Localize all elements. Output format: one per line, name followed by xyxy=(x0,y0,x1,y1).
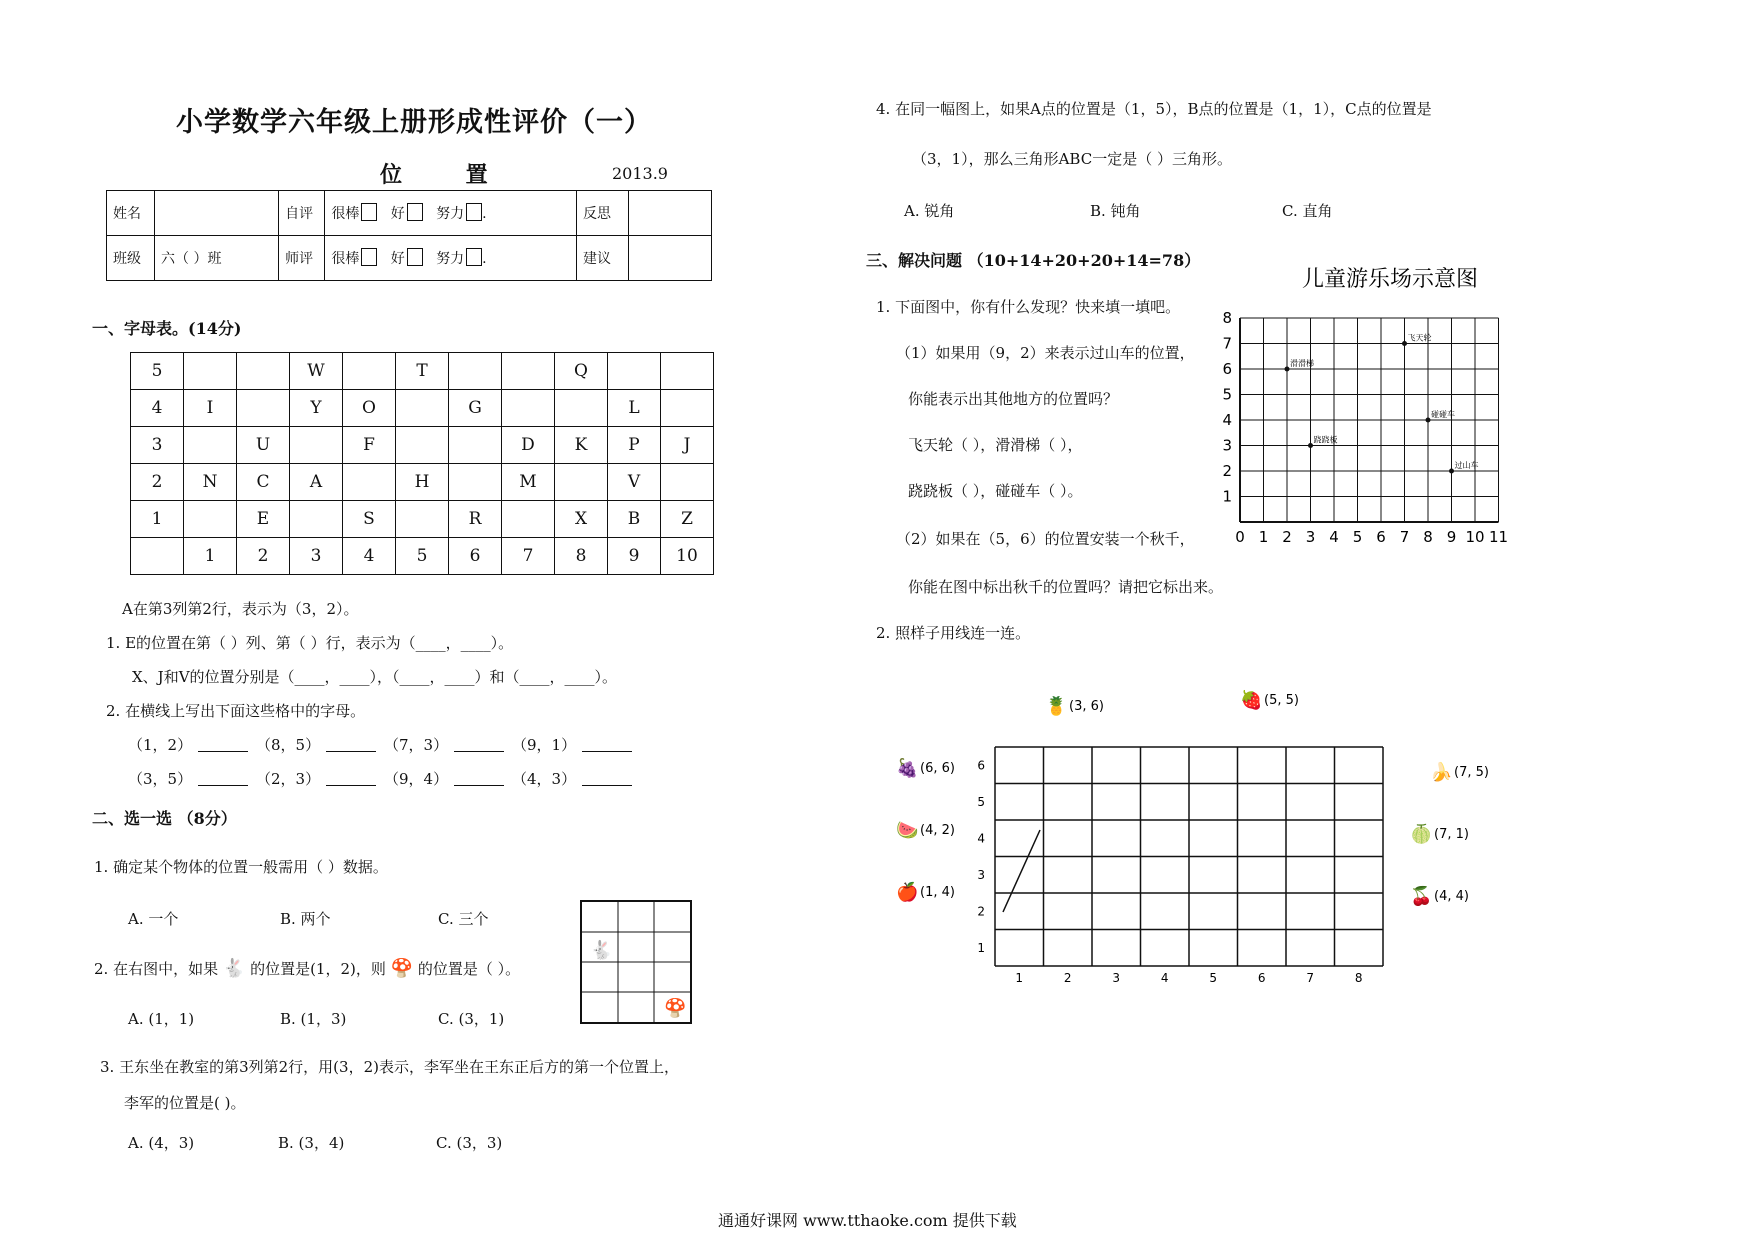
rating-1-box[interactable] xyxy=(361,203,377,221)
coordinate-label: （4，3） xyxy=(512,770,577,788)
x-tick-label: 2 xyxy=(1063,971,1072,985)
s2-q1-opt-a[interactable]: A. 一个 xyxy=(128,910,179,928)
q4-line2: （3，1），那么三角形ABC一定是（ ）三角形。 xyxy=(912,150,1232,168)
footer: 通通好课网 www.tthaoke.com 提供下载 xyxy=(718,1211,1017,1230)
grid-cell: X xyxy=(555,501,608,538)
grid-cell xyxy=(343,464,396,501)
x-tick-label: 0 xyxy=(1235,528,1245,546)
name-cell[interactable] xyxy=(155,191,279,236)
grid-cell: W xyxy=(290,353,343,390)
grid-cell: M xyxy=(502,464,555,501)
cherry-icon: 🍒 xyxy=(1410,886,1433,907)
coordinate-label: （8，5） xyxy=(256,736,321,754)
s2-q3-line1: 3. 王东坐在教室的第3列第2行，用(3，2)表示，李军坐在王东正后方的第一个位置上， xyxy=(100,1058,679,1076)
x-tick-label: 2 xyxy=(1282,528,1292,546)
section3-heading: 三、解决问题 （10+14+20+20+14=78） xyxy=(866,251,1201,270)
location-point xyxy=(1426,418,1431,423)
x-tick-label: 11 xyxy=(1488,528,1509,546)
coordinate-pair xyxy=(384,768,512,789)
y-tick-label: 5 xyxy=(1222,385,1232,404)
pineapple-icon: 🍍 xyxy=(1045,696,1068,717)
grid-cell: U xyxy=(237,427,290,464)
coordinate-pair xyxy=(256,768,384,789)
coordinate-pair xyxy=(256,734,384,755)
p1-d: 跷跷板（ ），碰碰车（ ）。 xyxy=(908,482,1083,500)
x-tick-label: 8 xyxy=(1423,528,1433,546)
y-tick-label: 4 xyxy=(1222,411,1232,429)
grid-cell: V xyxy=(608,464,661,501)
rating-3-box[interactable] xyxy=(466,248,482,266)
y-tick-label: 6 xyxy=(1222,360,1232,378)
x-tick-label: 7 xyxy=(1306,971,1315,985)
grid-axis-label: 4 xyxy=(131,390,184,427)
grid-cell xyxy=(502,390,555,427)
example-text: A在第3列第2行，表示为（3，2）。 xyxy=(122,600,359,618)
grid-cell xyxy=(449,427,502,464)
p1-c: 飞天轮（ ），滑滑梯（ ）， xyxy=(908,436,1083,454)
x-tick-label: 9 xyxy=(1446,528,1457,546)
x-tick-label: 10 xyxy=(1465,528,1485,546)
y-tick-label: 8 xyxy=(1222,309,1232,327)
suggestion-cell[interactable] xyxy=(628,236,711,281)
connect-grid xyxy=(896,680,1500,1000)
x-tick-label: 1 xyxy=(1015,971,1024,985)
teacher-eval-label: 师评 xyxy=(279,236,325,281)
x-tick-label: 4 xyxy=(1160,971,1169,985)
y-tick-label: 7 xyxy=(1222,334,1232,353)
class-value: 六（ ）班 xyxy=(155,236,279,281)
reflection-cell[interactable] xyxy=(628,191,711,236)
rating-2: 好 xyxy=(390,206,405,222)
q2-text: 2. 在横线上写出下面这些格中的字母。 xyxy=(106,702,366,720)
grid-cell xyxy=(449,353,502,390)
s2-q2-opt-a[interactable]: A. (1，1) xyxy=(128,1010,195,1028)
grid-cell xyxy=(555,390,608,427)
x-tick-label: 6 xyxy=(1257,971,1266,985)
q1-line1: 1. E的位置在第（ ）列、第（ ）行，表示为（____，____）。 xyxy=(106,634,514,652)
y-tick-label: 4 xyxy=(977,831,985,846)
location-point xyxy=(1308,443,1313,448)
coordinate-label: (7, 1) xyxy=(1434,827,1469,842)
section1-heading: 一、字母表。(14分) xyxy=(92,319,242,338)
q1-line2: X、J和V的位置分别是（____，____），（____，____）和（____，____）。 xyxy=(132,668,618,686)
coordinate-label: (7, 5) xyxy=(1454,765,1489,780)
y-tick-label: 2 xyxy=(1222,462,1232,480)
grid-cell: Y xyxy=(290,390,343,427)
pairs-row-1 xyxy=(128,734,640,755)
s2-q1: 1. 确定某个物体的位置一般需用（ ）数据。 xyxy=(94,858,388,876)
grid-axis-label: 1 xyxy=(184,538,237,575)
s2-q2 xyxy=(94,958,520,979)
grid-cell xyxy=(502,501,555,538)
grid-axis-label: 7 xyxy=(502,538,555,575)
grid-cell: T xyxy=(396,353,449,390)
rating-2: 好 xyxy=(390,251,405,267)
grid-cell xyxy=(661,390,714,427)
coordinate-label: （9，1） xyxy=(512,736,577,754)
grid-cell: L xyxy=(608,390,661,427)
grid-axis-label: 4 xyxy=(343,538,396,575)
grid-axis-label: 10 xyxy=(661,538,714,575)
q4-line1: 4. 在同一幅图上，如果A点的位置是（1，5），B点的位置是（1，1），C点的位置是 xyxy=(876,100,1432,118)
location-point xyxy=(1285,367,1290,372)
rating-2-box[interactable] xyxy=(407,248,423,266)
rating-2-box[interactable] xyxy=(407,203,423,221)
y-tick-label: 1 xyxy=(1222,487,1232,506)
page-title: 小学数学六年级上册形成性评价（一） xyxy=(176,107,652,138)
date: 2013.9 xyxy=(612,164,668,183)
rating-1: 很棒 xyxy=(331,251,360,267)
rating-3: 努力 xyxy=(436,251,465,267)
grid-axis-label: 3 xyxy=(290,538,343,575)
rating-1-box[interactable] xyxy=(361,248,377,266)
grid-axis-label: 9 xyxy=(608,538,661,575)
small-grid-figure xyxy=(580,900,692,1024)
strawberry-icon: 🍓 xyxy=(1240,690,1263,711)
location-point xyxy=(1449,469,1454,474)
s2-q2-b: 的位置是(1，2)，则 xyxy=(250,960,386,978)
grid-cell xyxy=(184,427,237,464)
grid-cell xyxy=(555,464,608,501)
grid-cell: Z xyxy=(661,501,714,538)
grid-cell xyxy=(502,353,555,390)
grid-cell: N xyxy=(184,464,237,501)
y-tick-label: 3 xyxy=(1222,436,1232,455)
coordinate-label: （7，3） xyxy=(384,736,449,754)
watermelon-icon: 🍉 xyxy=(896,820,919,841)
s2-q3-opt-a[interactable]: A. (4，3) xyxy=(128,1134,195,1152)
answer-blank[interactable] xyxy=(454,751,504,752)
self-eval-ratings: 很棒 好 努力 . xyxy=(325,191,577,236)
y-tick-label: 6 xyxy=(977,758,985,773)
q4-opt-b[interactable]: B. 钝角 xyxy=(1090,202,1141,220)
coordinate-pair xyxy=(512,734,640,755)
location-label: 滑滑梯 xyxy=(1290,359,1314,368)
grid-cell: R xyxy=(449,501,502,538)
grid-cell xyxy=(184,501,237,538)
section2-heading: 二、选一选 （8分） xyxy=(92,809,237,828)
name-label: 姓名 xyxy=(107,191,155,236)
grid-cell xyxy=(661,464,714,501)
grid-cell xyxy=(396,501,449,538)
p1-f: 你能在图中标出秋千的位置吗？请把它标出来。 xyxy=(908,578,1224,596)
playground-map xyxy=(1210,258,1530,558)
grid-cell: B xyxy=(608,501,661,538)
grid-axis-label: 5 xyxy=(396,538,449,575)
coordinate-label: (4, 4) xyxy=(1434,889,1469,904)
grid-cell xyxy=(661,353,714,390)
playground-title: 儿童游乐场示意图 xyxy=(1301,267,1479,292)
suggestion-label: 建议 xyxy=(577,236,629,281)
grid-cell xyxy=(237,353,290,390)
rating-3-box[interactable] xyxy=(466,203,482,221)
grid-cell: H xyxy=(396,464,449,501)
coordinate-pair xyxy=(128,768,256,789)
grid-cell xyxy=(396,390,449,427)
grid-axis-label: 3 xyxy=(131,427,184,464)
grid-cell: F xyxy=(343,427,396,464)
x-tick-label: 3 xyxy=(1305,528,1316,546)
grid-cell: D xyxy=(502,427,555,464)
grid-axis-label xyxy=(131,538,184,575)
location-label: 碰碰车 xyxy=(1431,410,1455,419)
location-label: 飞天轮 xyxy=(1407,333,1432,343)
coordinate-label: （3，5） xyxy=(128,770,193,788)
grid-axis-label: 6 xyxy=(449,538,502,575)
grid-axis-label: 2 xyxy=(131,464,184,501)
s2-q2-a: 2. 在右图中，如果 xyxy=(94,960,219,978)
y-tick-label: 1 xyxy=(977,940,985,955)
x-tick-label: 6 xyxy=(1376,528,1386,546)
s2-q2-c: 的位置是（ ）。 xyxy=(417,960,521,978)
x-tick-label: 7 xyxy=(1399,528,1410,546)
answer-blank[interactable] xyxy=(582,785,632,786)
banana-icon: 🍌 xyxy=(1430,762,1453,783)
s2-q3-opt-b[interactable]: B. (3，4) xyxy=(278,1134,345,1152)
answer-blank[interactable] xyxy=(326,785,376,786)
rabbit-icon: 🐇 xyxy=(222,958,246,979)
x-tick-label: 4 xyxy=(1329,528,1339,546)
p2-text: 2. 照样子用线连一连。 xyxy=(876,624,1031,642)
coordinate-label: (3, 6) xyxy=(1069,699,1104,714)
answer-blank[interactable] xyxy=(198,785,248,786)
page-subtitle: 位 置 xyxy=(380,162,516,188)
answer-blank[interactable] xyxy=(326,751,376,752)
grid-cell: C xyxy=(237,464,290,501)
grid-cell: G xyxy=(449,390,502,427)
coordinate-label: (1, 4) xyxy=(920,885,955,900)
grid-cell xyxy=(184,353,237,390)
grid-cell xyxy=(343,353,396,390)
grid-cell: J xyxy=(661,427,714,464)
coordinate-label: (5, 5) xyxy=(1264,693,1299,708)
info-table xyxy=(106,190,712,281)
grid-cell: I xyxy=(184,390,237,427)
answer-blank[interactable] xyxy=(454,785,504,786)
location-label: 过山车 xyxy=(1454,461,1479,470)
s2-q2-opt-b[interactable]: B. (1，3) xyxy=(280,1010,347,1028)
grid-cell xyxy=(449,464,502,501)
grid-cell: Q xyxy=(555,353,608,390)
coordinate-label: (4, 2) xyxy=(920,823,955,838)
grapes-icon: 🍇 xyxy=(896,758,919,779)
grid-cell xyxy=(237,390,290,427)
grid-cell: E xyxy=(237,501,290,538)
x-tick-label: 5 xyxy=(1209,971,1218,985)
x-tick-label: 3 xyxy=(1112,971,1121,985)
x-tick-label: 5 xyxy=(1352,528,1363,546)
location-label: 跷跷板 xyxy=(1313,435,1338,445)
x-tick-label: 1 xyxy=(1258,528,1269,546)
grid-axis-label: 8 xyxy=(555,538,608,575)
rabbit-icon: 🐇 xyxy=(590,940,613,961)
coordinate-label: (6, 6) xyxy=(920,761,955,776)
q4-opt-a[interactable]: A. 锐角 xyxy=(904,202,955,220)
coordinate-pair xyxy=(128,734,256,755)
example-connector-line xyxy=(1003,830,1040,912)
s2-q2-opt-c[interactable]: C. (3，1) xyxy=(438,1010,505,1028)
p1-a: （1）如果用（9，2）来表示过山车的位置， xyxy=(896,344,1195,362)
grid-cell xyxy=(608,353,661,390)
grid-cell: K xyxy=(555,427,608,464)
grid-cell xyxy=(290,427,343,464)
class-label: 班级 xyxy=(107,236,155,281)
apple-icon: 🍎 xyxy=(896,882,919,903)
p1-b: 你能表示出其他地方的位置吗？ xyxy=(908,390,1119,408)
s2-q3-opt-c[interactable]: C. (3，3) xyxy=(436,1134,503,1152)
coordinate-label: （2，3） xyxy=(256,770,321,788)
coordinate-pair xyxy=(384,734,512,755)
coordinate-label: （9，4） xyxy=(384,770,449,788)
answer-blank[interactable] xyxy=(582,751,632,752)
teacher-eval-ratings: 很棒 好 努力 . xyxy=(325,236,577,281)
answer-blank[interactable] xyxy=(198,751,248,752)
letter-grid xyxy=(130,352,714,575)
y-tick-label: 3 xyxy=(977,867,985,882)
rating-3: 努力 xyxy=(436,206,465,222)
grid-axis-label: 5 xyxy=(131,353,184,390)
mushroom-icon: 🍄 xyxy=(664,998,687,1019)
s2-q1-opt-b[interactable]: B. 两个 xyxy=(280,910,331,928)
grid-cell xyxy=(290,501,343,538)
coordinate-label: （1，2） xyxy=(128,736,193,754)
p1-text: 1. 下面图中，你有什么发现？快来填一填吧。 xyxy=(876,298,1181,316)
grid-cell: O xyxy=(343,390,396,427)
pairs-row-2 xyxy=(128,768,640,789)
y-tick-label: 5 xyxy=(977,794,985,809)
rating-1: 很棒 xyxy=(331,206,360,222)
location-point xyxy=(1402,341,1407,346)
grid-cell xyxy=(396,427,449,464)
grid-cell: S xyxy=(343,501,396,538)
reflection-label: 反思 xyxy=(577,191,629,236)
coordinate-pair xyxy=(512,768,640,789)
y-tick-label: 2 xyxy=(977,904,985,919)
s2-q3-line2: 李军的位置是( )。 xyxy=(124,1094,246,1112)
s2-q1-opt-c[interactable]: C. 三个 xyxy=(438,910,489,928)
grid-axis-label: 1 xyxy=(131,501,184,538)
mushroom-icon: 🍄 xyxy=(390,958,414,979)
self-eval-label: 自评 xyxy=(279,191,325,236)
grid-cell: A xyxy=(290,464,343,501)
q4-opt-c[interactable]: C. 直角 xyxy=(1282,202,1333,220)
x-tick-label: 8 xyxy=(1354,971,1363,985)
melon-icon: 🍈 xyxy=(1410,824,1433,845)
grid-axis-label: 2 xyxy=(237,538,290,575)
grid-cell: P xyxy=(608,427,661,464)
p1-e: （2）如果在（5，6）的位置安装一个秋千， xyxy=(896,530,1195,548)
